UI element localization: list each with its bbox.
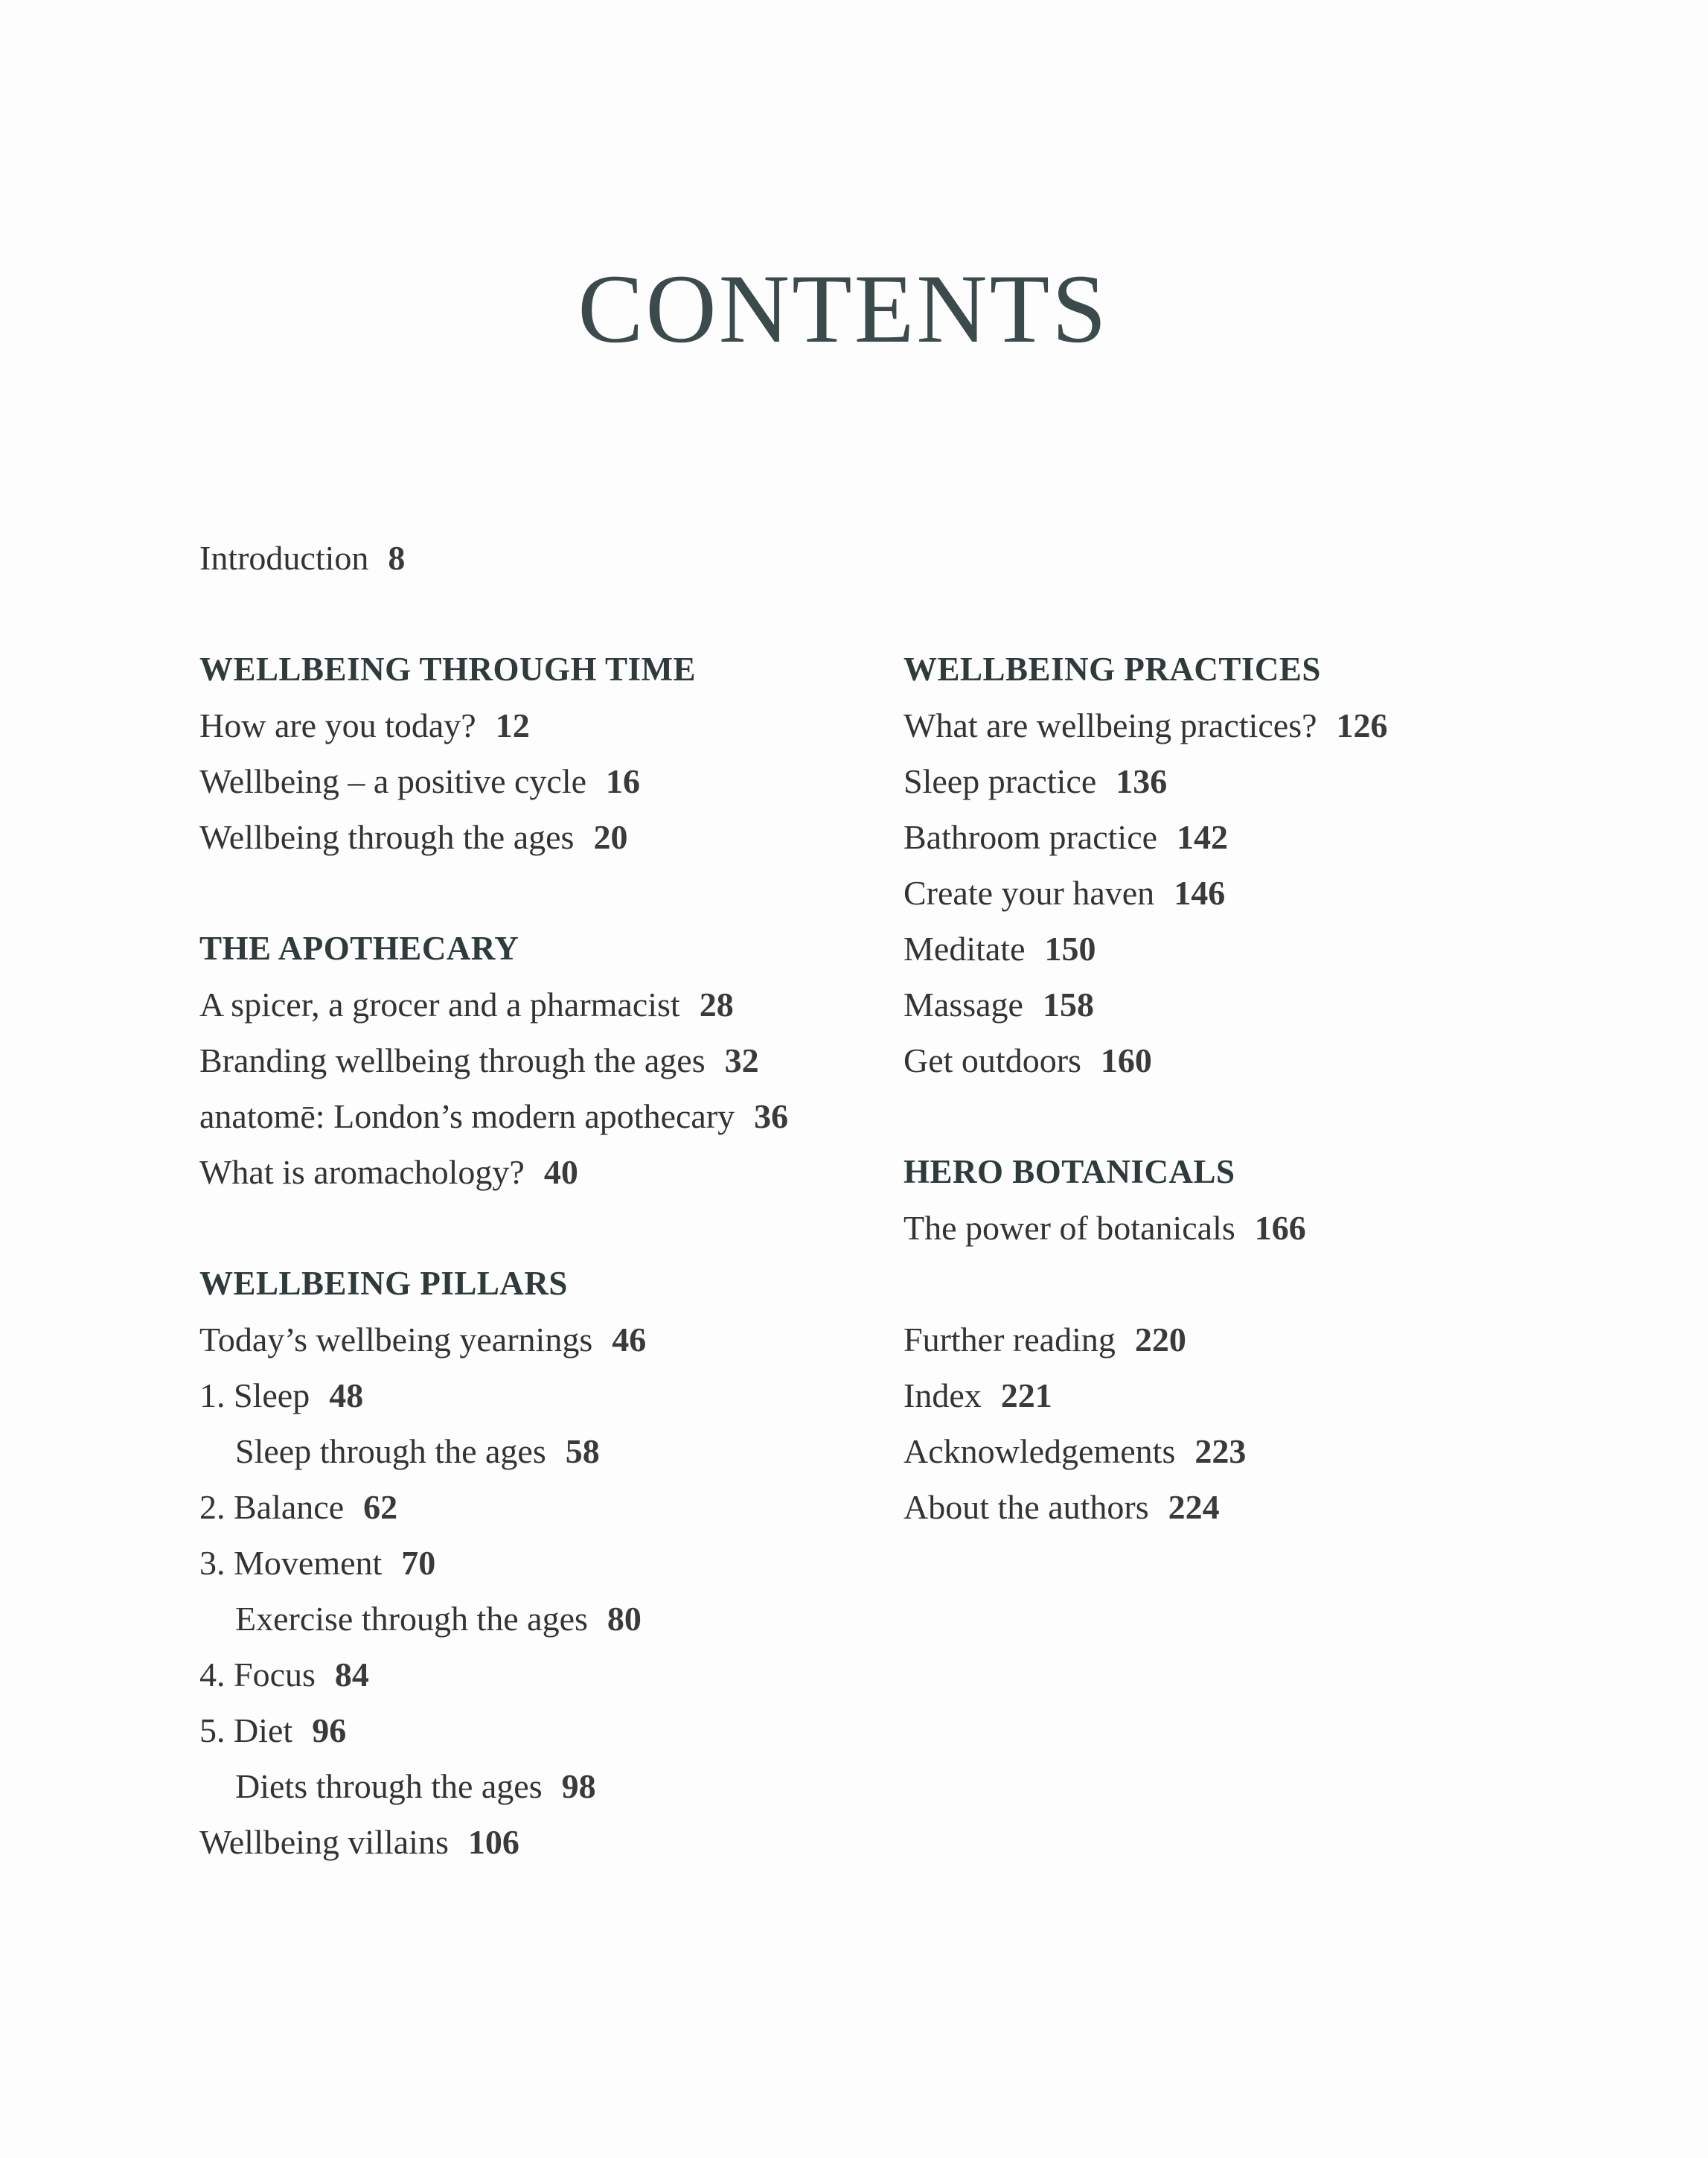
toc-entry[interactable] bbox=[903, 977, 1388, 1032]
contents-right-column bbox=[903, 642, 1388, 1535]
toc-entry[interactable] bbox=[903, 1200, 1388, 1256]
section-heading: THE APOTHECARY bbox=[199, 930, 519, 967]
toc-page-number: 223 bbox=[1194, 1432, 1247, 1470]
toc-page-number: 70 bbox=[401, 1544, 436, 1582]
toc-entry-label: Sleep practice bbox=[903, 762, 1097, 800]
toc-entry[interactable] bbox=[199, 1702, 788, 1758]
toc-entry-label: anatomē: London’s modern apothecary bbox=[199, 1097, 735, 1135]
toc-page-number: 12 bbox=[495, 706, 530, 744]
toc-entry-label: Bathroom practice bbox=[903, 818, 1158, 856]
toc-page-number: 146 bbox=[1174, 874, 1226, 912]
toc-entry[interactable] bbox=[199, 1479, 788, 1535]
spacer bbox=[903, 1256, 1388, 1312]
toc-entry-label: Massage bbox=[903, 986, 1023, 1024]
toc-entry[interactable] bbox=[199, 1647, 788, 1702]
toc-page-number: 126 bbox=[1336, 706, 1388, 744]
toc-entry[interactable] bbox=[903, 697, 1388, 753]
toc-page-number: 150 bbox=[1044, 930, 1096, 968]
toc-entry[interactable] bbox=[903, 1032, 1388, 1088]
toc-page-number: 8 bbox=[388, 539, 406, 577]
toc-entry[interactable] bbox=[199, 1758, 788, 1814]
toc-page-number: 158 bbox=[1042, 986, 1094, 1024]
toc-entry-label: Sleep through the ages bbox=[235, 1432, 546, 1470]
toc-entry-label: Branding wellbeing through the ages bbox=[199, 1041, 706, 1079]
toc-entry[interactable] bbox=[199, 1144, 788, 1200]
toc-page-number: 98 bbox=[561, 1767, 596, 1805]
toc-entry-label: Get outdoors bbox=[903, 1041, 1081, 1079]
spacer bbox=[199, 865, 788, 921]
toc-entry-label: 1. Sleep bbox=[199, 1376, 310, 1414]
toc-entry-label: How are you today? bbox=[199, 706, 476, 744]
toc-entry-label: 4. Focus bbox=[199, 1656, 316, 1693]
toc-page-number: 40 bbox=[543, 1153, 578, 1191]
toc-page-number: 80 bbox=[607, 1600, 642, 1638]
toc-entry[interactable] bbox=[903, 1423, 1388, 1479]
toc-page-number: 221 bbox=[1000, 1376, 1052, 1414]
toc-entry[interactable] bbox=[199, 1367, 788, 1423]
toc-entry-label: Wellbeing – a positive cycle bbox=[199, 762, 587, 800]
toc-entry[interactable] bbox=[199, 809, 788, 865]
toc-entry[interactable] bbox=[199, 530, 788, 586]
toc-entry[interactable] bbox=[199, 1423, 788, 1479]
toc-entry[interactable] bbox=[903, 921, 1388, 977]
toc-page-number: 160 bbox=[1100, 1041, 1152, 1079]
toc-entry[interactable] bbox=[199, 1032, 788, 1088]
toc-entry[interactable] bbox=[199, 1535, 788, 1591]
page-title: CONTENTS bbox=[578, 254, 1109, 363]
spacer bbox=[903, 1088, 1388, 1144]
spacer bbox=[199, 1200, 788, 1256]
toc-entry-label: 5. Diet bbox=[199, 1711, 293, 1749]
toc-entry-label: Introduction bbox=[199, 539, 369, 577]
toc-entry-label: Today’s wellbeing yearnings bbox=[199, 1321, 593, 1359]
toc-entry[interactable] bbox=[903, 753, 1388, 809]
toc-entry-label: Further reading bbox=[903, 1321, 1116, 1359]
toc-entry-label: Acknowledgements bbox=[903, 1432, 1176, 1470]
toc-page-number: 84 bbox=[334, 1656, 369, 1693]
toc-entry-label: Create your haven bbox=[903, 874, 1155, 912]
toc-page-number: 142 bbox=[1177, 818, 1229, 856]
toc-page-number: 58 bbox=[565, 1432, 600, 1470]
spacer bbox=[199, 586, 788, 642]
toc-entry[interactable] bbox=[199, 1312, 788, 1367]
toc-page-number: 28 bbox=[699, 986, 734, 1024]
toc-page-number: 48 bbox=[329, 1376, 364, 1414]
toc-page-number: 46 bbox=[612, 1321, 647, 1359]
section-heading: WELLBEING PILLARS bbox=[199, 1265, 568, 1302]
toc-entry[interactable] bbox=[903, 865, 1388, 921]
toc-entry[interactable] bbox=[903, 809, 1388, 865]
toc-page-number: 20 bbox=[593, 818, 628, 856]
toc-entry-label: What is aromachology? bbox=[199, 1153, 525, 1191]
toc-entry-label: Diets through the ages bbox=[235, 1767, 543, 1805]
toc-entry-label: 2. Balance bbox=[199, 1488, 345, 1526]
toc-entry-label: 3. Movement bbox=[199, 1544, 383, 1582]
toc-page-number: 32 bbox=[724, 1041, 759, 1079]
toc-page-number: 106 bbox=[467, 1823, 519, 1861]
section-heading: WELLBEING PRACTICES bbox=[903, 651, 1321, 688]
toc-entry-label: Exercise through the ages bbox=[235, 1600, 588, 1638]
toc-entry[interactable] bbox=[903, 1367, 1388, 1423]
toc-entry[interactable] bbox=[199, 1814, 788, 1870]
toc-entry-label: Meditate bbox=[903, 930, 1026, 968]
toc-page-number: 166 bbox=[1254, 1209, 1306, 1247]
toc-entry-label: What are wellbeing practices? bbox=[903, 706, 1317, 744]
section-heading: WELLBEING THROUGH TIME bbox=[199, 651, 696, 688]
toc-page-number: 136 bbox=[1116, 762, 1168, 800]
toc-entry-label: About the authors bbox=[903, 1488, 1149, 1526]
toc-page-number: 220 bbox=[1134, 1321, 1186, 1359]
toc-page-number: 96 bbox=[312, 1711, 347, 1749]
toc-entry-label: A spicer, a grocer and a pharmacist bbox=[199, 986, 680, 1024]
toc-entry-label: Wellbeing through the ages bbox=[199, 818, 575, 856]
toc-entry-label: Index bbox=[903, 1376, 982, 1414]
toc-entry[interactable] bbox=[903, 1312, 1388, 1367]
toc-page-number: 224 bbox=[1168, 1488, 1220, 1526]
toc-entry-label: Wellbeing villains bbox=[199, 1823, 449, 1861]
contents-left-column bbox=[199, 530, 788, 1870]
toc-entry[interactable] bbox=[199, 697, 788, 753]
toc-entry[interactable] bbox=[903, 1479, 1388, 1535]
toc-page-number: 36 bbox=[754, 1097, 789, 1135]
section-heading: HERO BOTANICALS bbox=[903, 1153, 1235, 1190]
toc-page-number: 16 bbox=[606, 762, 641, 800]
toc-entry[interactable] bbox=[199, 1088, 788, 1144]
toc-page-number: 62 bbox=[363, 1488, 398, 1526]
toc-entry[interactable] bbox=[199, 753, 788, 809]
toc-entry[interactable] bbox=[199, 1591, 788, 1647]
toc-entry-label: The power of botanicals bbox=[903, 1209, 1235, 1247]
toc-entry[interactable] bbox=[199, 977, 788, 1032]
